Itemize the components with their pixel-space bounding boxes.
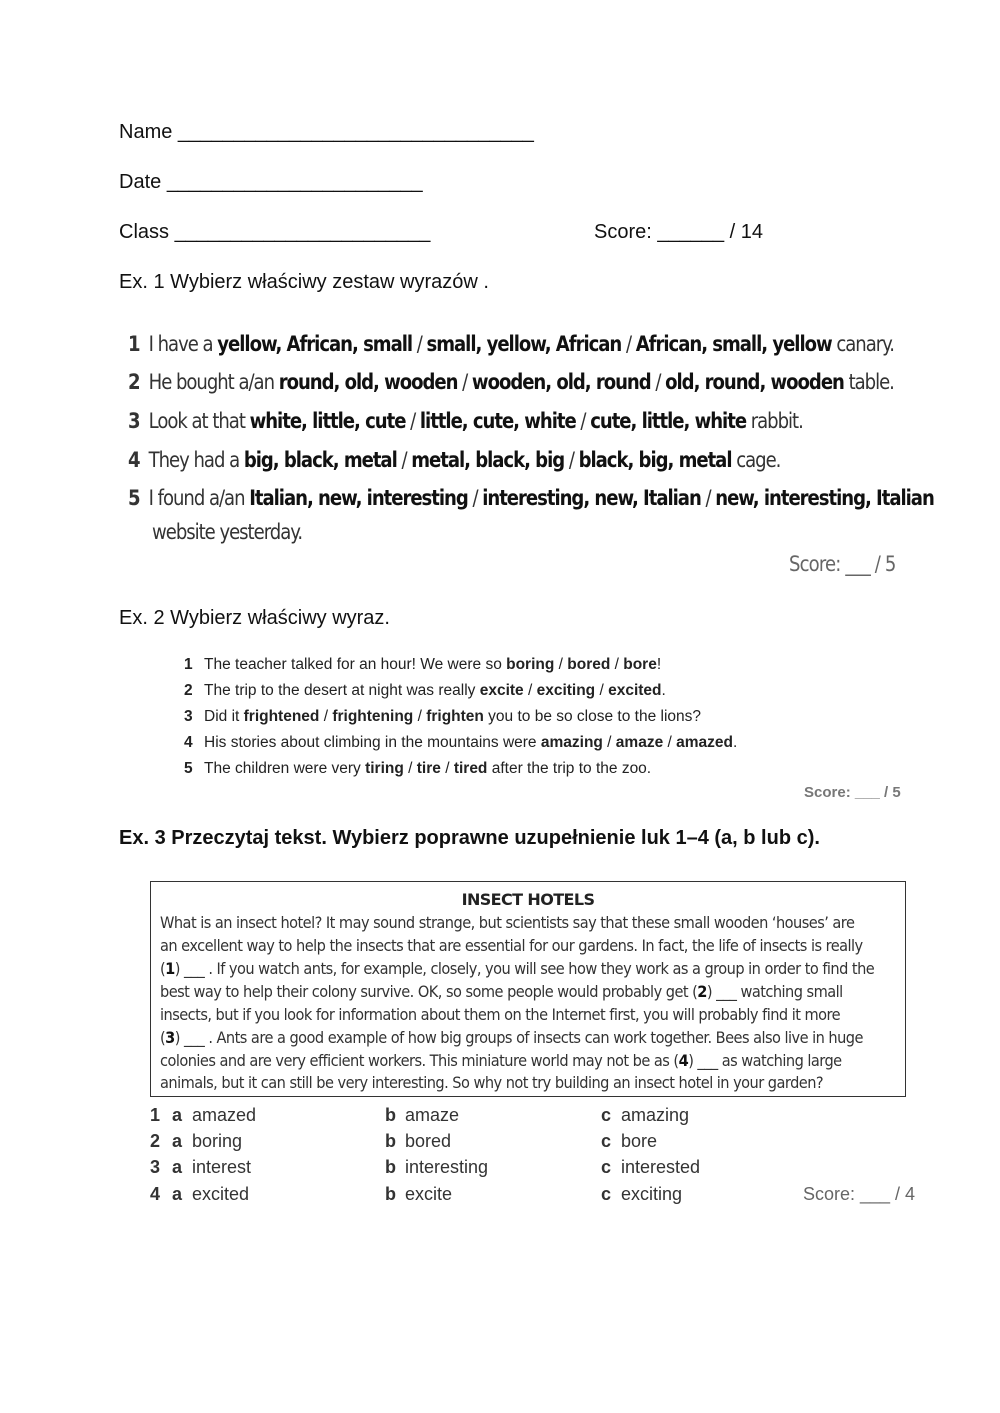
class-blank[interactable]: _______________________: [174, 221, 431, 243]
option[interactable]: bored: [567, 656, 611, 673]
option[interactable]: black, big, metal: [578, 448, 732, 472]
option-b-3[interactable]: b interesting: [385, 1157, 489, 1177]
option-a[interactable]: boring: [192, 1131, 243, 1151]
option[interactable]: metal, black, big: [411, 448, 565, 472]
option[interactable]: frightened: [243, 708, 320, 725]
class-label: Class: [119, 221, 170, 243]
gap-number: 1: [165, 959, 175, 978]
option-c-4[interactable]: c exciting: [601, 1184, 683, 1204]
name-blank[interactable]: ________________________________: [177, 121, 534, 143]
option[interactable]: wooden, old, round: [471, 370, 651, 394]
ex3-score: Score: ___ / 4: [803, 1184, 916, 1204]
ex3-title: Ex. 3 Przeczytaj tekst. Wybierz poprawne uzupełnienie luk 1–4 (a, b lub c).: [119, 827, 820, 849]
reading-title: INSECT HOTELS: [461, 890, 595, 909]
item-number: 2: [128, 370, 140, 394]
ex2-item-3: 3 Did it frightened / frightening / frighten you to be so close to the lions?: [184, 708, 702, 725]
option[interactable]: interesting, new, Italian: [482, 486, 701, 510]
option[interactable]: tiring: [365, 760, 404, 777]
ex2-item-4: 4 His stories about climbing in the mountains were amazing / amaze / amazed.: [184, 734, 738, 751]
option[interactable]: amazed: [676, 734, 733, 751]
item-number: 3: [184, 708, 193, 725]
option[interactable]: amazing: [540, 734, 603, 751]
option-c-1[interactable]: c amazing: [601, 1105, 690, 1125]
option-row-3: 3 a interest: [150, 1157, 252, 1177]
item-number: 1: [128, 332, 140, 356]
option[interactable]: white, little, cute: [249, 409, 406, 433]
option[interactable]: exciting: [536, 682, 596, 699]
ex2-item-2: 2 The trip to the desert at night was really excite / exciting / excited.: [184, 682, 666, 699]
item-number: 4: [184, 734, 193, 751]
ex2-score: Score: ___ / 5: [804, 784, 901, 801]
reading-line: (1) ___ . If you watch ants, for example, closely, you will see how they work as a group in order to find the: [160, 959, 875, 978]
reading-line: colonies and are very efficient workers. This miniature world may not be as (4) ___ as watching large: [160, 1051, 842, 1070]
item-number: 5: [184, 760, 193, 777]
reading-text-box: [150, 881, 906, 1097]
date-label: Date: [119, 171, 162, 193]
item-number: 4: [128, 448, 140, 472]
option[interactable]: excited: [608, 682, 662, 699]
date-blank[interactable]: _______________________: [166, 171, 423, 193]
name-field[interactable]: [119, 121, 534, 144]
item-number: 2: [184, 682, 193, 699]
option-a[interactable]: amazed: [192, 1105, 257, 1125]
option[interactable]: frighten: [426, 708, 484, 725]
ex1-item-5-continuation: website yesterday.: [152, 520, 303, 544]
option-b-4[interactable]: b excite: [385, 1184, 453, 1204]
option[interactable]: boring: [506, 656, 555, 673]
reading-line: What is an insect hotel? It may sound strange, but scientists say that these small wooden ‘houses’ are: [160, 913, 855, 932]
option[interactable]: cute, little, white: [590, 409, 747, 433]
gap-number: 4: [678, 1051, 689, 1070]
reading-line: animals, but it can still be very interesting. So why not try building an insect hotel in your garden?: [160, 1073, 824, 1092]
option-b-1[interactable]: b amaze: [385, 1105, 460, 1125]
ex1-item-1: 1 I have a yellow, African, small / small, yellow, African / African, small, yellow canary.: [128, 332, 894, 356]
option[interactable]: old, round, wooden: [665, 370, 844, 394]
option[interactable]: bore: [623, 656, 657, 673]
option-b-2[interactable]: b bored: [385, 1131, 452, 1151]
option-row-4: 4 a excited: [150, 1184, 250, 1204]
ex1-title: Ex. 1 Wybierz właściwy zestaw wyrazów .: [119, 271, 489, 293]
date-field[interactable]: [119, 171, 423, 194]
ex2-item-5: 5 The children were very tiring / tire / tired after the trip to the zoo.: [184, 760, 652, 777]
option[interactable]: African, small, yellow: [635, 332, 832, 356]
option[interactable]: excite: [479, 682, 524, 699]
name-label: Name: [119, 121, 173, 143]
ex1-item-2: 2 He bought a/an round, old, wooden / wooden, old, round / old, round, wooden table.: [128, 370, 894, 394]
ex2-title: Ex. 2 Wybierz właściwy wyraz.: [119, 607, 390, 629]
option[interactable]: little, cute, white: [419, 409, 576, 433]
option-row-1: 1 a amazed: [150, 1105, 257, 1125]
option[interactable]: yellow, African, small: [217, 332, 413, 356]
reading-line: insects, but if you look for information about them on the Internet first, you will probably find it more: [160, 1005, 841, 1024]
item-number: 3: [128, 409, 140, 433]
ex1-score: Score: ___ / 5: [789, 552, 896, 576]
option-a[interactable]: excited: [192, 1184, 250, 1204]
class-field[interactable]: [119, 221, 430, 244]
option[interactable]: tired: [453, 760, 488, 777]
option-a[interactable]: interest: [192, 1157, 252, 1177]
option-c-3[interactable]: c interested: [601, 1157, 701, 1177]
ex1-item-3: 3 Look at that white, little, cute / little, cute, white / cute, little, white rabbit.: [128, 409, 803, 433]
option[interactable]: tire: [416, 760, 441, 777]
option[interactable]: Italian, new, interesting: [249, 486, 468, 510]
gap-number: 2: [697, 982, 707, 1001]
ex1-item-4: 4 They had a big, black, metal / metal, black, big / black, big, metal cage.: [128, 448, 781, 472]
total-score: Score: ______ / 14: [594, 221, 764, 243]
gap-number: 3: [165, 1028, 175, 1047]
reading-line: best way to help their colony survive. OK, so some people would probably get (2) ___ watching small: [160, 982, 843, 1001]
option-c-2[interactable]: c bore: [601, 1131, 658, 1151]
option[interactable]: new, interesting, Italian: [715, 486, 934, 510]
option[interactable]: small, yellow, African: [426, 332, 622, 356]
ex1-item-5: 5 I found a/an Italian, new, interesting / interesting, new, Italian / new, interesting, Italian: [128, 486, 934, 510]
reading-line: an excellent way to help the insects that are essential for our gardens. In fact, the life of insects is really: [160, 936, 863, 955]
ex2-item-1: 1 The teacher talked for an hour! We were so boring / bored / bore!: [184, 656, 662, 673]
item-number: 5: [128, 486, 140, 510]
option[interactable]: frightening: [332, 708, 414, 725]
option-row-2: 2 a boring: [150, 1131, 243, 1151]
item-number: 1: [184, 656, 193, 673]
reading-line: (3) ___ . Ants are a good example of how big groups of insects can work together. Bees also live in huge: [160, 1028, 863, 1047]
option[interactable]: amaze: [615, 734, 664, 751]
option[interactable]: big, black, metal: [243, 448, 397, 472]
option[interactable]: round, old, wooden: [278, 370, 458, 394]
